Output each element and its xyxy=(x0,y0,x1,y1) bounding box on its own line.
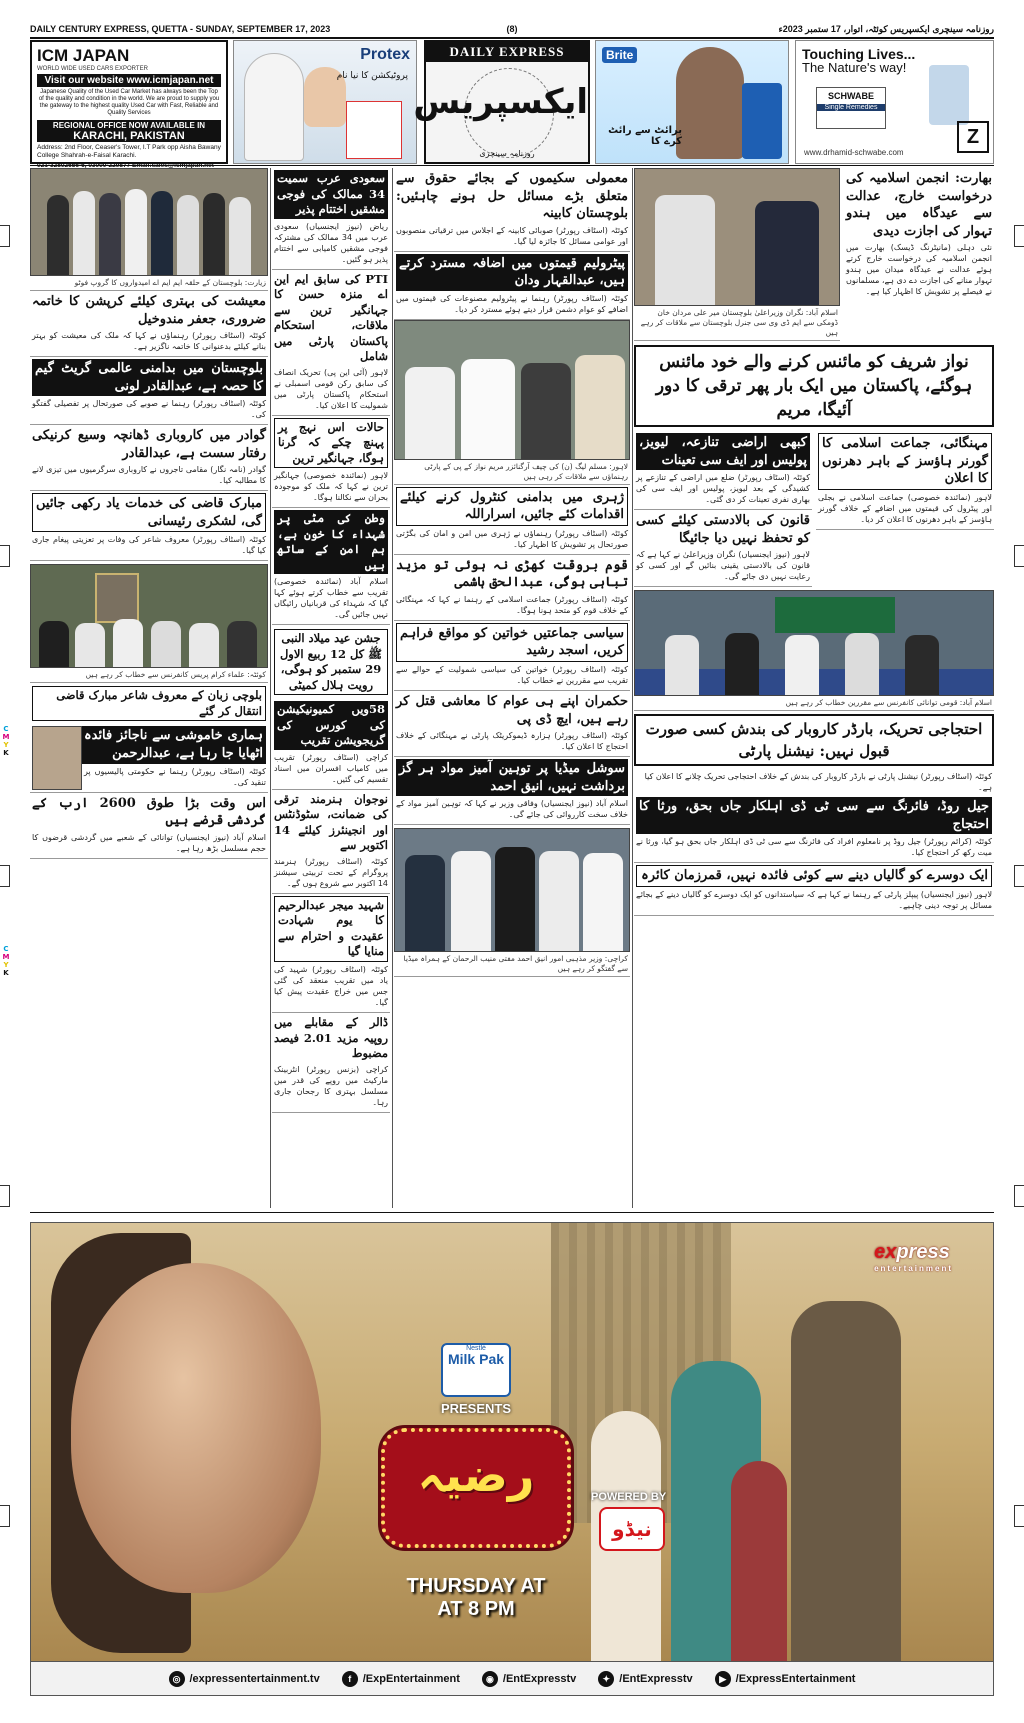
social-link-instagram[interactable] xyxy=(482,1671,576,1687)
news-story[interactable] xyxy=(634,863,994,916)
person-figure xyxy=(845,633,879,695)
protex-logo: Protex xyxy=(360,46,410,63)
social-label: /EntExpresstv xyxy=(502,1672,577,1685)
story-body: لاہور (نیوز ایجنسیاں) پیپلز پارٹی کے رہنما نے کہا ہے کہ سیاستدانوں کو ایک دوسرے کو گالیاں دینے کے بجائے مسائل پر توجہ دینی چاہیے۔ xyxy=(636,889,992,910)
news-story[interactable] xyxy=(394,691,630,757)
crop-mark-left-low xyxy=(0,1185,10,1207)
express-entertainment-logo xyxy=(874,1241,953,1273)
story-headline[interactable]: بلوچستان میں بدامنی عالمی گریٹ گیم کا حصہ ہے، عبدالقادر لونی xyxy=(32,359,266,396)
brite-slogan: برائٹ سے رائٹ کرے کا xyxy=(608,125,682,147)
story-headline[interactable]: نوجوان ہنرمند ترقی کی ضمانت، سٹوڈنٹس اور انجینئرز کیلئے 14 اکتوبر سے xyxy=(274,791,388,853)
news-story[interactable] xyxy=(272,699,390,790)
schwabe-url[interactable]: www.drhamid-schwabe.com xyxy=(804,148,904,157)
logo-press: press xyxy=(896,1241,950,1263)
story-headline[interactable]: قوم بروقت کھڑی نہ ہوئی تو مزید تباہی ہوگی، عبدالحق ہاشمی xyxy=(396,557,628,591)
conference-photo xyxy=(634,590,994,696)
news-column-center xyxy=(394,168,630,1208)
icm-japan-ad[interactable] xyxy=(30,40,228,164)
schwabe-line2: The Nature's way! xyxy=(802,60,907,75)
person-figure xyxy=(725,633,759,695)
schwabe-line1: Touching Lives... xyxy=(802,46,916,62)
schwabe-brand: SCHWABE xyxy=(827,91,874,101)
drama-title: رضیہ xyxy=(417,1448,535,1502)
schwabe-logo: Z xyxy=(957,121,989,153)
person-figure xyxy=(151,621,181,667)
photo-caption: لاہور: مسلم لیگ (ن) کی چیف آرگنائزر مریم نواز کے پی کے پارٹی رہنماؤں سے ملاقات کر رہی ہیں xyxy=(394,460,630,485)
portrait-frame xyxy=(95,573,139,623)
news-story[interactable] xyxy=(634,510,812,587)
story-body: لاہور (نمائندہ خصوصی) جہانگیر ترین نے کہا کہ ملک کو موجودہ بحران سے نکالنا ہوگا۔ xyxy=(274,471,388,503)
social-link-youtube[interactable] xyxy=(715,1671,856,1687)
folio-english: DAILY CENTURY EXPRESS, QUETTA - SUNDAY, SEPTEMBER 17, 2023 xyxy=(30,24,331,34)
story-headline[interactable]: سعودی عرب سمیت 34 ممالک کی فوجی مشقیں اختتام پذیر xyxy=(274,170,388,219)
news-story[interactable] xyxy=(272,790,390,894)
story-headline[interactable]: اس وقت بڑا طوق 2600 ارب کے گردشی قرضے ہیں xyxy=(32,795,266,829)
story-body: کوئٹہ (اسٹاف رپورٹر) ہزارہ ڈیموکریٹک پارٹی نے مہنگائی کے خلاف احتجاج کا اعلان کیا۔ xyxy=(396,731,628,752)
person-figure xyxy=(405,855,445,951)
crop-mark-left-upper xyxy=(0,545,10,567)
conference-banner xyxy=(775,597,895,633)
story-headline[interactable]: گوادر میں کاروباری ڈھانچہ وسیع کرنیکی رفتار سست ہے، عبدالقادر xyxy=(32,428,266,461)
nido-logo: نیڈو xyxy=(599,1507,665,1551)
story-row xyxy=(634,431,994,587)
story-headline[interactable]: حکمران اپنے ہی عوام کا معاشی قتل کر رہے ہیں، ایچ ڈی پی xyxy=(396,694,628,727)
person-figure xyxy=(229,197,251,275)
social-label: /ExpressEntertainment xyxy=(735,1672,856,1685)
meeting-photo xyxy=(634,168,840,306)
boxed-headline[interactable]: بلوچی زبان کے معروف شاعر مبارک قاضی انتقال کر گئے xyxy=(32,686,266,721)
crop-mark-left-bottom xyxy=(0,1505,10,1527)
top-row xyxy=(634,168,994,341)
news-story[interactable] xyxy=(272,168,390,270)
story-body: ریاض (نیوز ایجنسیاں) سعودی عرب میں 34 ممالک کی مشترکہ فوجی مشقیں کامیابی سے اختتام پذیر ہو گئیں۔ xyxy=(274,221,389,264)
story-body: کوئٹہ (اسٹاف رپورٹر) رہنما نے صوبے کی صورتحال پر تفصیلی گفتگو کی۔ xyxy=(32,399,266,420)
powered-by-label: POWERED BY xyxy=(591,1491,667,1503)
story-body: اسلام آباد (نیوز ایجنسیاں) وفاقی وزیر نے کہا کہ توہین آمیز مواد کے خلاف سخت کارروائی کی جائے گی۔ xyxy=(396,799,628,820)
news-story[interactable] xyxy=(394,485,630,555)
model-figure xyxy=(676,47,744,159)
facebook-icon: f xyxy=(342,1671,358,1687)
news-story[interactable] xyxy=(634,431,812,510)
news-story[interactable] xyxy=(272,508,390,625)
photo-caption: اسلام آباد: نگران وزیراعلیٰ بلوچستان میر علی مردان خان ڈومکی سے ایم ڈی وی سی جنرل بلوچستان سے ملاقات کر رہے ہیں xyxy=(634,306,840,341)
person-figure xyxy=(755,201,819,305)
story-headline[interactable]: مبارک قاضی کی خدمات یاد رکھی جائیں گی، لشکری رئیسانی xyxy=(32,493,266,532)
page-folio xyxy=(30,24,994,37)
photo-caption: زیارت: بلوچستان کے حلقہ ایم ایم اے امیدواروں کا گروپ فوٹو xyxy=(30,276,268,291)
person-figure xyxy=(521,363,571,459)
person-figure xyxy=(655,195,715,305)
national-party-headline[interactable]: احتجاجی تحریک، بارڈر کاروبار کی بندش کسی صورت قبول نہیں: نیشنل پارٹی xyxy=(634,714,994,766)
lead-story xyxy=(844,168,994,341)
photo-caption: کوئٹہ: علماء کرام پریس کانفرنس سے خطاب کر رہے ہیں xyxy=(30,668,268,683)
schwabe-remedies: Single Remedies xyxy=(817,104,885,111)
crop-mark-right-bottom xyxy=(1014,1505,1024,1527)
news-story[interactable] xyxy=(394,252,630,320)
logo-sub: entertainment xyxy=(874,1264,953,1273)
person-figure xyxy=(405,367,455,459)
story-headline[interactable]: وطن کی مٹی پر شہداء کا خون ہے، ہم امن کے ساتھ ہیں xyxy=(274,510,388,574)
icm-region xyxy=(37,120,221,142)
maryam-nawaz-meeting-photo xyxy=(394,320,630,460)
story-body: کوئٹہ (اسٹاف رپورٹر) خواتین کی سیاسی شمولیت کے حوالے سے تقریب سے مقررین نے خطاب کیا۔ xyxy=(396,665,628,686)
person-figure xyxy=(539,851,579,951)
header-rule xyxy=(30,37,994,39)
person-figure xyxy=(73,191,95,275)
person-figure xyxy=(905,635,939,695)
story-body: کوئٹہ (اسٹاف رپورٹر) صوبائی کابینہ کے اجلاس میں ترقیاتی منصوبوں اور عوامی مسائل کا جائزہ لیا گیا۔ xyxy=(396,225,628,246)
story-body: کراچی (اسٹاف رپورٹر) تقریب میں کامیاب افسران میں اسناد تقسیم کی گئیں۔ xyxy=(274,752,388,784)
news-story[interactable] xyxy=(272,270,390,416)
story-body: اسلام آباد (نمائندہ خصوصی) تقریب سے خطاب کرتے ہوئے کہا گیا کہ شہداء کی قربانیاں رائیگاں نہیں جائیں گی۔ xyxy=(274,577,388,620)
person-figure xyxy=(189,623,219,667)
poet-portrait xyxy=(32,726,82,790)
protex-ad[interactable] xyxy=(233,40,417,164)
twitter-icon: ✦ xyxy=(598,1671,614,1687)
story-body: لاہور (آئی این پی) تحریک انصاف کی سابق رکن قومی اسمبلی نے استحکام پاکستان پارٹی میں شمولیت کا اعلان کیا۔ xyxy=(274,367,388,410)
story-body: کوئٹہ (اسٹاف رپورٹر) جماعت اسلامی کے رہنما نے کہا کہ مہنگائی کے خلاف قوم کو متحد ہونا ہوگا۔ xyxy=(396,594,628,615)
media-talk-photo xyxy=(394,828,630,952)
story-headline[interactable]: حالات اس نہج پر پہنچ چکے کہ گرنا ہوگا، جہانگیر ترین xyxy=(274,418,388,469)
photo-caption: اسلام آباد: قومی توانائی کانفرنس سے مقررین خطاب کر رہے ہیں xyxy=(634,696,994,711)
schwabe-ad[interactable] xyxy=(795,40,994,164)
story-body: کوئٹہ (اسٹاف رپورٹر) رہنماؤں نے ژہری میں امن و امان کی بگڑتی صورتحال پر تشویش کا اظہار کیا۔ xyxy=(396,528,628,549)
person-figure xyxy=(461,359,515,459)
icm-region-line1: REGIONAL OFFICE NOW AVAILABLE IN xyxy=(52,121,206,130)
airtime-day: THURSDAY AT xyxy=(406,1575,546,1597)
story-headline[interactable]: ہماری خاموشی سے ناجائز فائدہ اٹھایا جا رہا ہے، عبدالرحمن xyxy=(32,726,266,763)
story-headline[interactable]: PTI کی سابق ایم این اے منزہ حسن کا جہانگیر ترین سے ملاقات، استحکام پاکستان پارٹی میں شامل xyxy=(274,271,388,364)
airtime-time: AT 8 PM xyxy=(437,1598,515,1620)
masthead-english: DAILY EXPRESS xyxy=(426,42,588,62)
crop-mark-right-mid xyxy=(1014,865,1024,887)
actress-portrait xyxy=(71,1263,321,1593)
content-bottom-rule xyxy=(30,1212,994,1213)
story-headline[interactable]: قانون کی بالادستی کیلئے کسی کو تحفظ نہیں دیا جائیگا xyxy=(636,513,810,546)
story-body: کوئٹہ (اسٹاف رپورٹر) رہنما نے پیٹرولیم مصنوعات کی قیمتوں میں اضافے کو عوام دشمن قرار دیتے ہوئے مسترد کر دیا۔ xyxy=(396,293,628,314)
protex-slogan: پروٹیکشن کا نیا نام xyxy=(336,71,408,81)
story-body: کوئٹہ (کرائم رپورٹر) جیل روڈ پر نامعلوم افراد کی فائرنگ سے سی ٹی ڈی اہلکار جاں بحق ہو گیا، ورثا نے میت رکھ کر احتجاج کیا۔ xyxy=(636,837,992,858)
story-body: کوئٹہ (اسٹاف رپورٹر) ضلع میں اراضی کے تنازعے پر کشیدگی کے بعد لیویز، پولیس اور ایف سی کی بھاری نفری تعینات کر دی گئی۔ xyxy=(636,473,810,505)
person-figure xyxy=(583,853,623,951)
story-headline[interactable]: پیٹرولیم قیمتوں میں اضافہ مسترد کرتے ہیں، عبدالقہار ودان xyxy=(396,254,628,291)
story-headline[interactable]: جیل روڈ، فائرنگ سے سی ٹی ڈی اہلکار جاں بحق، ورثا کا احتجاج xyxy=(636,797,992,834)
person-figure xyxy=(203,193,225,275)
news-story[interactable] xyxy=(272,894,390,1013)
social-label: /EntExpresstv xyxy=(619,1672,693,1685)
person-figure xyxy=(227,621,257,667)
folio-urdu: روزنامہ سینچری ایکسپریس کوئٹہ، اتوار، 17 ستمبر 2023ء xyxy=(778,24,994,34)
person-figure xyxy=(495,847,535,951)
icm-region-line2: KARACHI, PAKISTAN xyxy=(73,130,185,142)
crop-mark-right-top xyxy=(1014,225,1024,247)
person-figure xyxy=(75,623,105,667)
news-story[interactable] xyxy=(394,621,630,691)
news-story[interactable] xyxy=(30,291,268,357)
icm-website[interactable]: Visit our website www.icmjapan.net xyxy=(37,74,221,87)
column-divider xyxy=(632,168,633,1208)
family-figure-boy xyxy=(731,1461,787,1661)
story-body: کوئٹہ (اسٹاف رپورٹر) شہید کی یاد میں تقریب منعقد کی گئی جس میں خراج عقیدت پیش کیا گیا۔ xyxy=(274,964,388,1007)
logo-ex: ex xyxy=(874,1241,897,1263)
schwabe-box xyxy=(816,87,886,129)
page-number: (8) xyxy=(506,24,518,34)
masthead-urdu: ایکسپریس xyxy=(413,82,588,122)
instagram-icon: ◉ xyxy=(482,1671,498,1687)
news-story[interactable] xyxy=(844,168,994,301)
social-links-bar xyxy=(30,1662,994,1696)
express-masthead xyxy=(413,40,590,164)
doctor-figure xyxy=(244,53,304,161)
person-figure xyxy=(177,195,199,275)
cmyk-mark-lower: C M Y K xyxy=(2,945,10,977)
story-body: گوادر (نامہ نگار) مقامی تاجروں نے کاروباری سرگرمیوں میں تیزی لانے کا مطالبہ کیا۔ xyxy=(32,465,266,486)
lead-headline[interactable]: نواز شریف کو مائنس کرنے والے خود مائنس ہوگئے، پاکستان میں ایک بار پھر ترقی کا دور آئیگا، مریم xyxy=(634,345,994,427)
photo-caption: کراچی: وزیر مذہبی امور انیق احمد مفتی منیب الرحمان کے ہمراہ میڈیا سے گفتگو کر رہے ہیں xyxy=(394,952,630,977)
person-figure xyxy=(151,191,173,275)
story-body: کوئٹہ (اسٹاف رپورٹر) نیشنل پارٹی نے بارڈر کاروبار کی بندش کے خلاف احتجاجی تحریک چلانے کا اعلان کیا ہے۔ xyxy=(644,772,992,793)
story-headline[interactable]: ژہری میں بدامنی کنٹرول کرنے کیلئے اقدامات کئے جائیں، اسراراللہ xyxy=(396,487,628,526)
story-body: لاہور (نیوز ایجنسیاں) نگران وزیراعلیٰ نے کہا ہے کہ قانون کی بالادستی یقینی بنائیں گے اور کسی کو رعایت نہیں دی جائے گی۔ xyxy=(636,550,810,582)
razia-drama-ad[interactable] xyxy=(30,1222,994,1662)
person-figure xyxy=(99,193,121,275)
person-figure xyxy=(125,189,147,275)
schwabe-tagline xyxy=(802,47,915,75)
news-story[interactable] xyxy=(30,793,268,859)
story-headline[interactable]: ایک دوسرے کو گالیاں دینے سے کوئی فائدہ نہیں، قمرزمان کائرہ xyxy=(636,865,992,887)
news-column-left xyxy=(30,168,268,1208)
crop-mark-right-low xyxy=(1014,1185,1024,1207)
social-link-website[interactable] xyxy=(169,1671,320,1687)
news-story[interactable] xyxy=(30,357,268,425)
column-divider xyxy=(270,168,271,1208)
cmyk-mark-upper: C M Y K xyxy=(2,725,10,757)
brite-ad[interactable] xyxy=(595,40,789,164)
nestle-mark: Nestlé xyxy=(466,1345,486,1352)
story-body: کوئٹہ (اسٹاف رپورٹر) رہنما نے حکومتی پالیسیوں پر تنقید کی۔ xyxy=(84,766,266,787)
news-story[interactable] xyxy=(30,491,268,561)
protex-product xyxy=(346,101,402,159)
icm-pitch: Japanese Quality of the Used Car Market has always been the Top of the quality and condition in the world. We are proud to supply you the gateway to the highest quality Used Car with Fast, Reliable and Quality Services xyxy=(38,89,220,116)
crop-mark-left-top xyxy=(0,225,10,247)
story-headline[interactable]: 58ویں کمیونیکیشن کی کورس کی گریجویشن تقریب xyxy=(274,701,388,750)
person-figure xyxy=(785,635,819,695)
family-figure-man xyxy=(791,1301,901,1661)
story-body: نئی دہلی (مانیٹرنگ ڈیسک) بھارت میں انجمن اسلامیہ کی درخواست خارج کرتے ہوئے عدالت نے عیدگاہ میدان میں ہندو تہوار منانے کی اجازت دے دی ہے، مسلمانوں نے فیصلے پر تشویش کا اظہار کیا ہے۔ xyxy=(846,243,992,297)
news-story[interactable] xyxy=(634,795,994,863)
social-label: /ExpEntertainment xyxy=(362,1672,460,1685)
social-label: /expressentertainment.tv xyxy=(189,1672,320,1685)
social-link-twitter[interactable] xyxy=(598,1671,692,1687)
story-body: کوئٹہ (اسٹاف رپورٹر) معروف شاعر کی وفات پر تعزیتی پیغام جاری کیا گیا۔ xyxy=(32,535,266,556)
group-photo xyxy=(30,168,268,276)
person-figure xyxy=(575,355,625,459)
story-headline[interactable]: معیشت کی بہتری کیلئے کرپشن کا خاتمہ ضروری، جعفر مندوخیل xyxy=(32,294,266,327)
social-link-facebook[interactable] xyxy=(342,1671,460,1687)
crop-mark-right-upper xyxy=(1014,545,1024,567)
schwabe-bottle xyxy=(929,65,969,125)
icm-address: Address: 2nd Floor, Ceaser's Tower, I.T Park opp Aisha Bawany College Shahrah-e-Faisal Karachi. xyxy=(37,144,221,159)
person-figure xyxy=(113,619,143,667)
person-figure xyxy=(665,635,699,695)
news-column-narrow xyxy=(272,168,390,1208)
story-headline[interactable]: کبھی اراضی تنازعہ، لیویز، پولیس اور ایف سی تعینات xyxy=(636,433,810,470)
masthead-sub: روزنامہ سینچری xyxy=(479,149,535,158)
person-figure xyxy=(39,621,69,667)
crop-mark-left-mid xyxy=(0,865,10,887)
icm-tagline: WORLD WIDE USED CARS EXPORTER xyxy=(37,66,148,72)
story-body: کوئٹہ (اسٹاف رپورٹر) ہنرمند پروگرام کے تحت تربیتی سیشنز 14 اکتوبر سے شروع ہوں گے۔ xyxy=(274,856,388,888)
globe-icon: ◎ xyxy=(169,1671,185,1687)
news-column-right xyxy=(634,168,994,1208)
milkpak-name: Milk Pak xyxy=(447,1351,505,1367)
story-headline[interactable]: معمولی سکیموں کے بجائے حقوق سے متعلق بڑے مسائل حل ہونے چاہئیں: بلوچستان کابینہ xyxy=(396,171,628,222)
press-conference-photo xyxy=(30,564,268,668)
presents-label: PRESENTS xyxy=(440,1401,512,1416)
icm-name: ICM JAPAN xyxy=(37,46,130,65)
photo-block xyxy=(634,168,840,341)
story-headline[interactable]: مہنگائی، جماعت اسلامی کا گورنر ہاؤسز کے باہر دھرنوں کا اعلان xyxy=(818,433,992,490)
airtime xyxy=(361,1575,591,1621)
person-figure xyxy=(47,195,69,275)
news-story[interactable] xyxy=(394,555,630,621)
news-story[interactable] xyxy=(394,168,630,252)
story-stack-a xyxy=(634,431,812,587)
story-body: کراچی (بزنس رپورٹر) انٹربینک مارکیٹ میں روپے کی قدر میں مسلسل بہتری کا رجحان جاری رہا۔ xyxy=(274,1064,388,1107)
brite-pack xyxy=(742,83,782,159)
news-story[interactable] xyxy=(394,757,630,825)
youtube-icon: ▶ xyxy=(715,1671,731,1687)
content-top-rule xyxy=(30,165,994,166)
column-divider xyxy=(392,168,393,1208)
story-headline[interactable]: ڈالر کے مقابلے میں روپیہ مزید 2.01 فیصد مضبوط xyxy=(274,1014,389,1061)
story-headline[interactable]: سوشل میڈیا پر توہین آمیز مواد ہر گز برداشت نہیں، انیق احمد xyxy=(396,759,628,796)
news-story[interactable] xyxy=(272,1013,390,1113)
story-headline[interactable]: شہید میجر عبدالرحیم کا یوم شہادت عقیدت و احترام سے منایا گیا xyxy=(274,896,388,962)
news-story[interactable] xyxy=(30,425,268,491)
story-stack-b xyxy=(816,431,994,587)
news-story[interactable] xyxy=(272,416,390,509)
moon-sighting-notice[interactable]: جشن عید میلاد النبی ﷺ کل 12 ربیع الاول 29 ستمبر کو ہوگی، رویت ہلال کمیٹی xyxy=(274,629,388,695)
news-story[interactable] xyxy=(816,431,994,530)
story-headline[interactable]: سیاسی جماعتیں خواتین کو مواقع فراہم کریں، اسجد رشید xyxy=(396,623,628,662)
story-headline[interactable]: بھارت: انجمن اسلامیہ کی درخواست خارج، عدالت سے عیدگاہ میں ہندو تہوار کی اجازت دیدی xyxy=(846,171,992,239)
story-body: کوئٹہ (اسٹاف رپورٹر) رہنماؤں نے کہا کہ ملک کی معیشت کو بہتر بنانے کیلئے بدعنوانی کا خاتمہ ناگزیر ہے۔ xyxy=(32,331,266,352)
milkpak-logo xyxy=(441,1343,511,1397)
person-figure xyxy=(451,851,491,951)
story-body: لاہور (نمائندہ خصوصی) جماعت اسلامی نے بجلی اور پیٹرول کی قیمتوں میں اضافے کے خلاف گورنر ہاؤسز کے باہر دھرنوں کا اعلان کر دیا۔ xyxy=(818,492,992,524)
brite-logo: Brite xyxy=(602,47,637,63)
story-body: اسلام آباد (نیوز ایجنسیاں) توانائی کے شعبے میں گردشی قرضوں کا حجم مسلسل بڑھ رہا ہے۔ xyxy=(32,832,266,853)
